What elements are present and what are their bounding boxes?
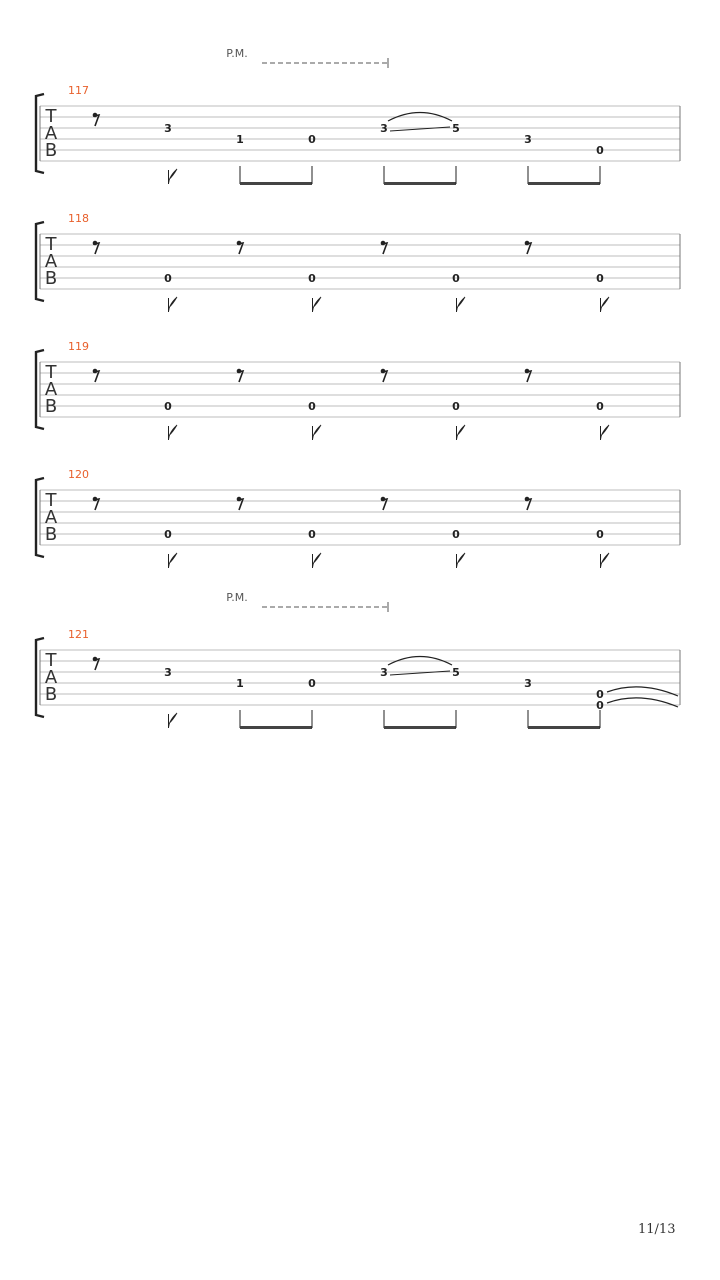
- tab-system: [36, 47, 680, 185]
- fret-number: 0: [596, 400, 604, 413]
- measure-number: 119: [68, 340, 89, 353]
- fret-number: 0: [308, 272, 316, 285]
- measure-number: 118: [68, 212, 89, 225]
- fret-number: 0: [308, 677, 316, 690]
- fret-number: 1: [236, 133, 244, 146]
- fret-number: 0: [596, 272, 604, 285]
- beam: [240, 726, 312, 729]
- tab-clef-letter: T: [45, 234, 57, 255]
- measure-number: 121: [68, 628, 89, 641]
- eighth-flag-icon: [313, 297, 322, 312]
- tab-clef-letter: A: [44, 251, 58, 272]
- fret-number: 0: [164, 528, 172, 541]
- eighth-flag-icon: [601, 425, 610, 440]
- fret-number: 5: [452, 122, 460, 135]
- tie-arc: [607, 698, 678, 707]
- eighth-flag-icon: [601, 297, 610, 312]
- beam: [384, 726, 456, 729]
- tab-clef-letter: B: [44, 396, 58, 417]
- fret-number: 3: [524, 133, 532, 146]
- fret-number: 0: [164, 400, 172, 413]
- eighth-flag-icon: [457, 553, 466, 568]
- eighth-flag-icon: [169, 713, 178, 728]
- fret-number: 5: [452, 666, 460, 679]
- tab-clef-letter: T: [45, 650, 57, 671]
- tab-clef-letter: A: [44, 379, 58, 400]
- eighth-flag-icon: [313, 553, 322, 568]
- fret-number: 0: [452, 528, 460, 541]
- eighth-flag-icon: [169, 553, 178, 568]
- beam: [384, 182, 456, 185]
- tab-clef-letter: A: [44, 123, 58, 144]
- fret-number: 1: [236, 677, 244, 690]
- palm-mute-label: P.M.: [226, 47, 248, 60]
- tie-arc: [607, 687, 678, 696]
- fret-number: 3: [380, 122, 388, 135]
- eighth-flag-icon: [601, 553, 610, 568]
- beam: [528, 726, 600, 729]
- tab-system: [36, 340, 680, 440]
- fret-number: 0: [308, 528, 316, 541]
- fret-number: 0: [596, 144, 604, 157]
- tab-clef-letter: T: [45, 490, 57, 511]
- fret-number: 0: [452, 272, 460, 285]
- tab-clef-letter: T: [45, 362, 57, 383]
- tab-system: [36, 591, 680, 729]
- measure-number: 117: [68, 84, 89, 97]
- tab-clef-letter: B: [44, 684, 58, 705]
- eighth-flag-icon: [457, 425, 466, 440]
- palm-mute-label: P.M.: [226, 591, 248, 604]
- tab-system: [36, 468, 680, 568]
- tab-clef-letter: B: [44, 268, 58, 289]
- fret-number: 3: [164, 122, 172, 135]
- eighth-flag-icon: [169, 169, 178, 184]
- fret-number: 0: [596, 688, 604, 701]
- fret-number: 0: [308, 133, 316, 146]
- tab-clef-letter: A: [44, 667, 58, 688]
- fret-number: 0: [452, 400, 460, 413]
- fret-number: 0: [164, 272, 172, 285]
- fret-number: 3: [380, 666, 388, 679]
- tab-clef-letter: T: [45, 106, 57, 127]
- page-number: 11/13: [638, 1222, 676, 1237]
- beam: [528, 182, 600, 185]
- eighth-flag-icon: [313, 425, 322, 440]
- fret-number: 3: [164, 666, 172, 679]
- fret-number: 0: [308, 400, 316, 413]
- fret-number: 3: [524, 677, 532, 690]
- eighth-flag-icon: [169, 297, 178, 312]
- tab-clef-letter: A: [44, 507, 58, 528]
- tab-clef-letter: B: [44, 524, 58, 545]
- measure-number: 120: [68, 468, 89, 481]
- eighth-flag-icon: [169, 425, 178, 440]
- beam: [240, 182, 312, 185]
- fret-number: 0: [596, 699, 604, 712]
- tab-clef-letter: B: [44, 140, 58, 161]
- fret-number: 0: [596, 528, 604, 541]
- eighth-flag-icon: [457, 297, 466, 312]
- tab-system: [36, 212, 680, 312]
